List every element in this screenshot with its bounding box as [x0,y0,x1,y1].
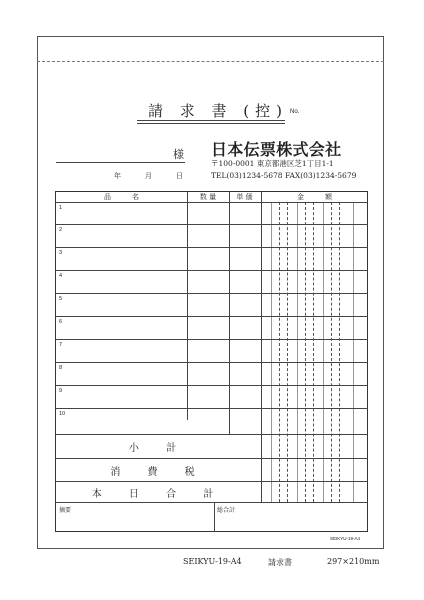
col-line-price [229,192,230,434]
total-line [56,481,368,482]
header-item: 品 名 [104,193,139,201]
form-code: SEIKYU-19-A4 [330,536,361,541]
row-line [56,270,368,271]
tax-line [56,458,368,459]
header-amount: 金 額 [297,193,332,201]
footer-name: 請求書 [268,558,292,567]
company-address: 〒100-0001 東京都港区芝1丁目1-1 [211,159,334,168]
number-label: No. [290,109,300,115]
subtotal-line [56,434,368,435]
company-name: 日本伝票株式会社 [211,140,342,159]
row-number: 3 [59,250,63,256]
footer-code: SEIKYU-19-A4 [183,557,242,566]
row-line [56,362,368,363]
company-tel: TEL(03)1234-5678 FAX(03)1234-5679 [211,171,357,180]
row-line [56,385,368,386]
row-number: 2 [59,227,63,233]
form-title: 請 求 書 (控) [148,102,289,120]
row-number: 7 [59,342,63,348]
row-number: 8 [59,365,63,371]
row-number: 5 [59,296,63,302]
customer-name-line [56,162,185,163]
tax-label: 消 費 税 [110,467,207,478]
date-year: 年 [114,172,121,180]
date-day: 日 [176,172,183,180]
row-number: 9 [59,388,63,394]
row-line [56,224,368,225]
total-label: 本 日 合 計 [91,489,226,500]
date-month: 月 [145,172,152,180]
col-line-grandtotal [214,502,215,532]
row-number: 1 [59,205,63,211]
row-number: 6 [59,319,63,325]
row-line [56,339,368,340]
title-underline [137,120,285,121]
remarks-line [56,502,368,503]
perforation-line [37,61,384,62]
invoice-table [55,191,368,532]
row-line [56,316,368,317]
subtotal-label: 小 計 [128,443,189,454]
footer-size: 297×210mm [327,557,380,566]
grand-total-label: 総合計 [217,508,236,514]
header-divider [56,202,368,203]
row-line [56,408,368,409]
title-underline-2 [137,123,285,124]
row-number: 4 [59,273,63,279]
row-line [56,247,368,248]
row-line [56,293,368,294]
customer-suffix: 様 [173,148,184,161]
header-qty: 数 量 [199,193,217,201]
col-line-amount [261,192,262,502]
row-number: 10 [59,411,66,417]
header-unit-price: 単 価 [236,193,253,201]
remarks-label: 摘要 [59,508,72,514]
